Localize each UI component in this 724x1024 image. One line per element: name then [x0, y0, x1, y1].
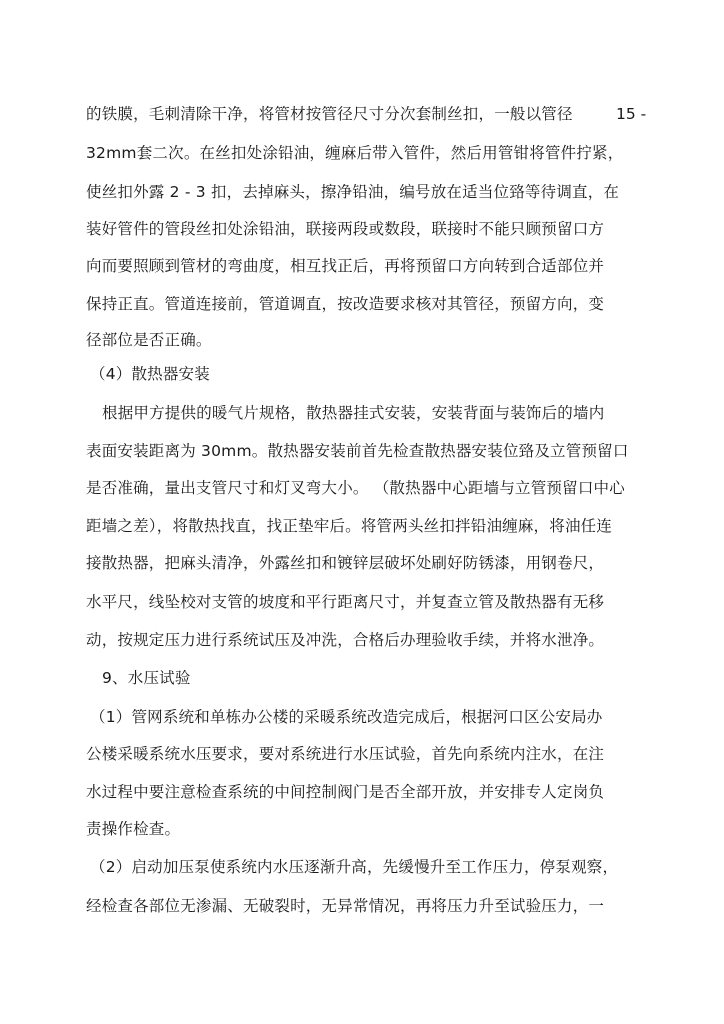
text-line: 动，按规定压力进行系统试压及冲洗，合格后办理验收手续，并将水泄净。: [86, 631, 605, 649]
text-line: 根据甲方提供的暖气片规格，散热器挂式安装，安装背面与装饰后的墙内: [102, 404, 605, 422]
text-line: 经检查各部位无渗漏、无破裂时，无异常情况，再将压力升至试验压力，一: [86, 897, 605, 915]
text-line: 距墙之差），将散热找直，找正垫牢后。将管两头丝扣拌铅油缠麻，将油任连: [86, 517, 613, 535]
text-line: 水平尺，线坠校对支管的坡度和平行距离尺寸，并复查立管及散热器有无移: [86, 593, 605, 611]
text-line: 向而要照顾到管材的弯曲度，相互找正后，再将预留口方向转到合适部位并: [86, 257, 605, 275]
text-line: （2）启动加压泵使系统内水压逐渐升高，先缓慢升至工作压力，停泵观察，: [90, 858, 619, 876]
text-line: 责操作检查。: [86, 820, 181, 838]
text-line: 是否准确，量出支管尺寸和灯叉弯大小。 （散热器中心距墙与立管预留口中心: [86, 479, 625, 497]
text-line: 的铁膜，毛刺清除干净，将管材按管径尺寸分次套制丝扣，一般以管径: [86, 105, 573, 123]
text-line-tail: 15 -: [616, 105, 647, 123]
text-line: 接散热器，把麻头清净，外露丝扣和镀锌层破坏处刷好防锈漆，用钢卷尺，: [86, 554, 605, 572]
text-line: 32mm套二次。在丝扣处涂铅油，缠麻后带入管件，然后用管钳将管件拧紧，: [86, 144, 624, 162]
text-line: 水过程中要注意检查系统的中间控制阀门是否全部开放，并安排专人定岗负: [86, 783, 605, 801]
section-heading: 9、水压试验: [102, 669, 191, 687]
text-line: 保持正直。管道连接前，管道调直，按改造要求核对其管径，预留方向，变: [86, 295, 605, 313]
text-line: 使丝扣外露 2 - 3 扣，去掉麻头，擦净铅油，编号放在适当位臵等待调直，在: [86, 183, 620, 201]
text-line: 表面安装距离为 30mm。散热器安装前首先检查散热器安装位臵及立管预留口: [86, 442, 629, 460]
section-heading: （4）散热器安装: [90, 365, 210, 383]
text-line: 装好管件的管段丝扣处涂铅油，联接两段或数段，联接时不能只顾预留口方: [86, 220, 605, 238]
text-line: 公楼采暖系统水压要求，要对系统进行水压试验，首先向系统内注水，在注: [86, 745, 605, 763]
text-line: 径部位是否正确。: [86, 331, 212, 349]
text-line: （1）管网系统和单栋办公楼的采暖系统改造完成后，根据河口区公安局办: [90, 708, 603, 726]
